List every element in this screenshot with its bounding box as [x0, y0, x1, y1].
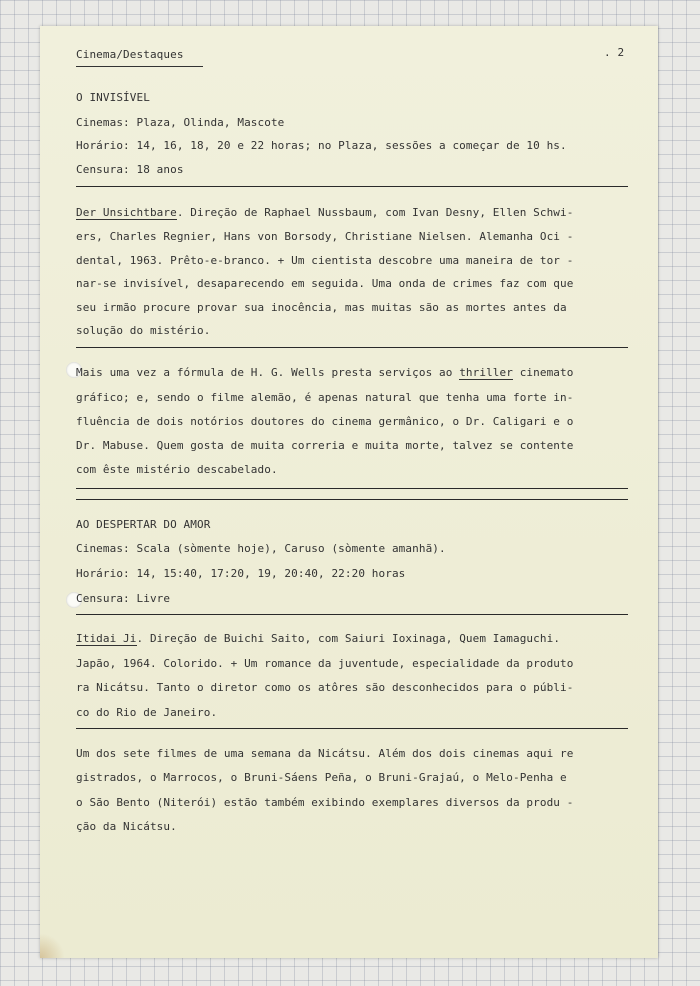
film1-comment-line: fluência de dois notórios doutores do cinema germânico, o Dr. Caligari e o: [76, 415, 574, 428]
film1-title: O INVISÍVEL: [76, 91, 150, 104]
film2-synopsis-line: co do Rio de Janeiro.: [76, 706, 218, 719]
film2-censura: Censura: Livre: [76, 592, 171, 605]
film1-synopsis-line: nar-se invisível, desaparecendo em seguida. Uma onda de crimes faz com que: [76, 277, 574, 290]
film1-horario: Horário: 14, 16, 18, 20 e 22 horas; no Plaza, sessões a começar de 10 hs.: [76, 139, 567, 152]
film1-synopsis-line: seu irmão procure provar sua inocência, mas muitas são as mortes antes da: [76, 301, 567, 314]
divider: [76, 614, 628, 615]
film1-comment-line: Dr. Mabuse. Quem gosta de muita correria e muita morte, talvez se contente: [76, 439, 574, 452]
thriller-term: thriller: [459, 366, 513, 379]
film1-comment-line: com êste mistério descabelado.: [76, 463, 278, 476]
film2-synopsis-line: ra Nicátsu. Tanto o diretor como os atôres são desconhecidos para o públi-: [76, 681, 574, 694]
film1-synopsis-line: dental, 1963. Prêto-e-branco. + Um cientista descobre uma maneira de tor -: [76, 254, 574, 267]
divider: [76, 186, 628, 187]
divider: [76, 488, 628, 489]
film2-synopsis-line: Japão, 1964. Colorido. + Um romance da juventude, especialidade da produto: [76, 657, 574, 670]
divider: [76, 499, 628, 500]
film1-comment-line: Mais uma vez a fórmula de H. G. Wells presta serviços ao thriller cinemato: [76, 366, 574, 379]
film2-cinemas: Cinemas: Scala (sòmente hoje), Caruso (sòmente amanhã).: [76, 542, 446, 555]
film2-comment-line: gistrados, o Marrocos, o Bruni-Sáens Peña, o Bruni-Grajaú, o Melo-Penha e: [76, 771, 567, 784]
film1-original-title: Der Unsichtbare: [76, 206, 177, 219]
divider: [76, 728, 628, 729]
film1-censura: Censura: 18 anos: [76, 163, 184, 176]
divider: [76, 347, 628, 348]
film1-synopsis-line: Der Unsichtbare. Direção de Raphael Nussbaum, com Ivan Desny, Ellen Schwi-: [76, 206, 574, 219]
film1-comment-line: gráfico; e, sendo o filme alemão, é apenas natural que tenha uma forte in-: [76, 391, 574, 404]
film2-horario: Horário: 14, 15:40, 17:20, 19, 20:40, 22:20 horas: [76, 567, 406, 580]
film2-synopsis-line: Itidai Ji. Direção de Buichi Saito, com Saiuri Ioxinaga, Quem Iamaguchi.: [76, 632, 561, 645]
film2-comment-line: ção da Nicátsu.: [76, 820, 177, 833]
section-heading-underline: [76, 66, 203, 67]
page-number: . 2: [604, 46, 625, 59]
film1-cinemas: Cinemas: Plaza, Olinda, Mascote: [76, 116, 285, 129]
film2-comment-line: Um dos sete filmes de uma semana da Nicátsu. Além dos dois cinemas aqui re: [76, 747, 574, 760]
film2-title: AO DESPERTAR DO AMOR: [76, 518, 211, 531]
typed-page: [40, 26, 658, 958]
film1-synopsis-line: ers, Charles Regnier, Hans von Borsody, Christiane Nielsen. Alemanha Oci -: [76, 230, 574, 243]
paper-stain: [40, 932, 64, 958]
film2-original-title: Itidai Ji: [76, 632, 137, 645]
film1-synopsis-line: solução do mistério.: [76, 324, 211, 337]
section-heading: Cinema/Destaques: [76, 48, 184, 61]
film2-comment-line: o São Bento (Niterói) estão também exibindo exemplares diversos da produ -: [76, 796, 574, 809]
